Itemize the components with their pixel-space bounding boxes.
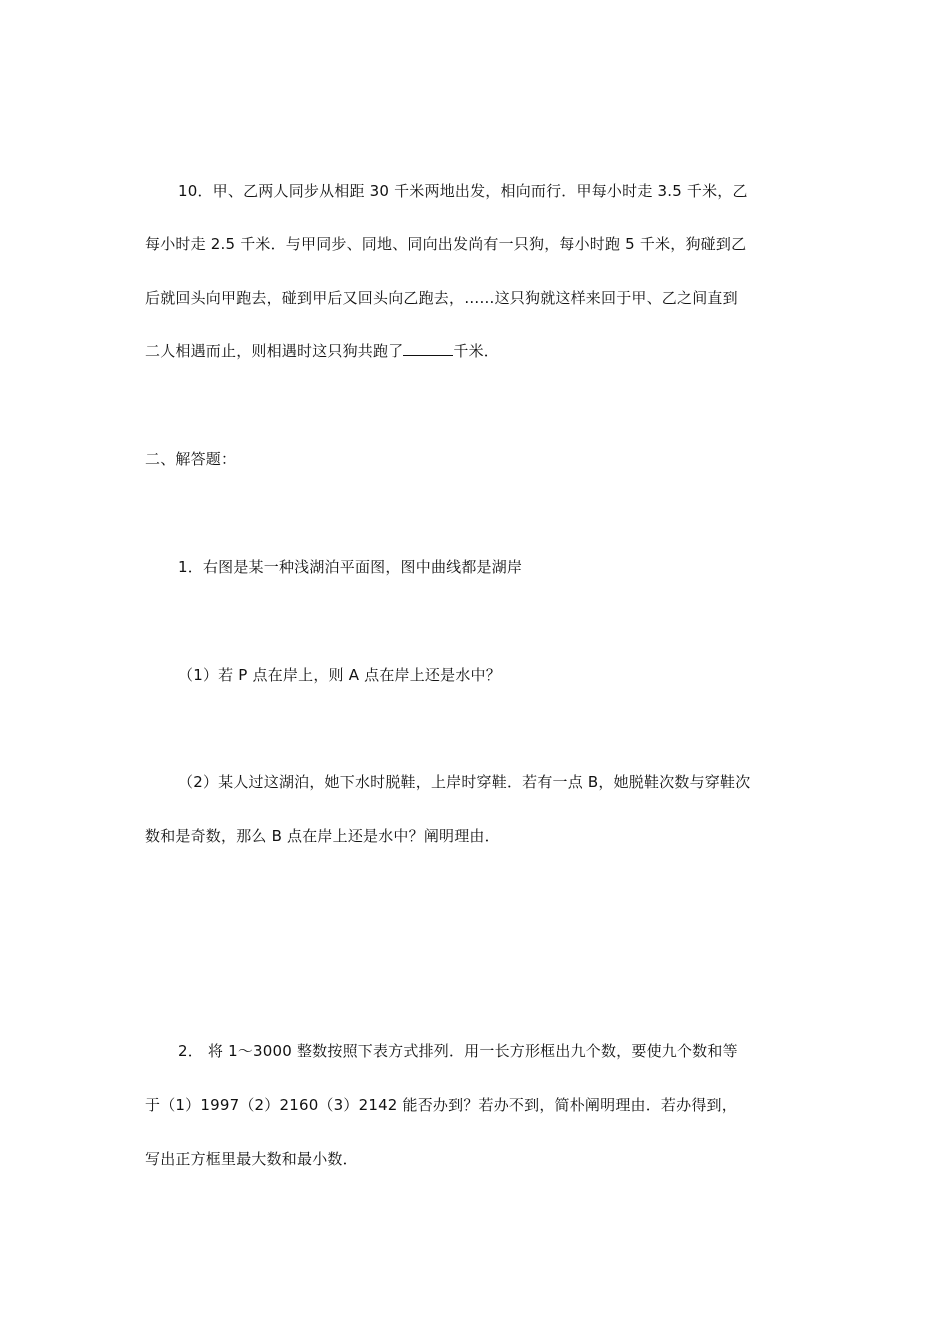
question-1-part-2-line-2: 数和是奇数，那么 B 点在岸上还是水中？阐明理由． bbox=[145, 827, 500, 845]
question-2-line-3: 写出正方框里最大数和最小数． bbox=[145, 1150, 358, 1168]
problem-10-line-4-before: 二人相遇而止，则相遇时这只狗共跑了 bbox=[145, 342, 404, 360]
question-1-line-1: 1．右图是某一种浅湖泊平面图，图中曲线都是湖岸 bbox=[178, 558, 523, 576]
problem-10-line-2: 每小时走 2.5 千米．与甲同步、同地、同向出发尚有一只狗，每小时跑 5 千米，狗碰到乙 bbox=[145, 235, 747, 253]
question-1-part-2-line-1: （2）某人过这湖泊，她下水时脱鞋，上岸时穿鞋．若有一点 B，她脱鞋次数与穿鞋次 bbox=[178, 773, 751, 791]
problem-10-line-4 bbox=[145, 340, 815, 362]
question-2-line-1: 2． 将 1～3000 整数按照下表方式排列．用一长方形框出九个数，要使九个数和等 bbox=[178, 1042, 738, 1060]
question-2-line-2: 于（1）1997（2）2160（3）2142 能否办到？若办不到，简朴阐明理由．若办得到， bbox=[145, 1096, 737, 1114]
answer-blank bbox=[403, 341, 453, 356]
problem-10-line-3: 后就回头向甲跑去，碰到甲后又回头向乙跑去，……这只狗就这样来回于甲、乙之间直到 bbox=[145, 289, 738, 307]
problem-10-line-4-after: 千米． bbox=[453, 342, 500, 360]
section-heading-answers: 二、解答题： bbox=[145, 450, 237, 468]
question-1-part-1: （1）若 P 点在岸上，则 A 点在岸上还是水中？ bbox=[178, 666, 501, 684]
problem-10-line-1: 10．甲、乙两人同步从相距 30 千米两地出发，相向而行．甲每小时走 3.5 千米，乙 bbox=[178, 182, 748, 200]
